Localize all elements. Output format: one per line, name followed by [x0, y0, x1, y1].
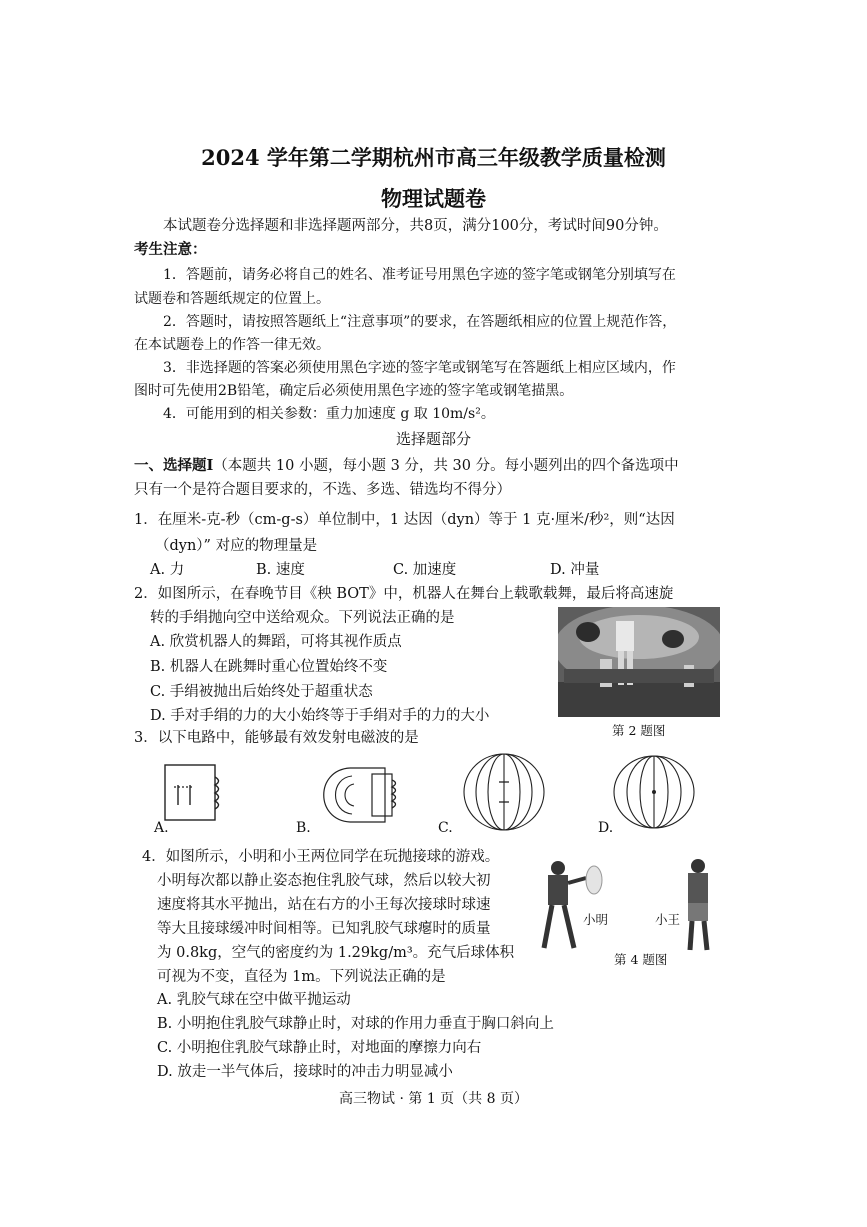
q4-label-xiaoming: 小明: [583, 912, 609, 927]
q2-stem-cont: 转的手绢抛向空中送给观众。下列说法正确的是: [150, 610, 455, 626]
q1-option-a: A. 力: [150, 562, 185, 578]
q4-label-xiaowang: 小王: [655, 912, 681, 927]
notice-line: 试题卷和答题纸规定的位置上。: [134, 291, 330, 307]
q4-option-c: C. 小明抱住乳胶气球静止时，对地面的摩擦力向右: [157, 1040, 482, 1056]
part1-desc: （本题共 10 小题，每小题 3 分，共 30 分。每小题列出的四个备选项中: [213, 458, 679, 474]
notice-line: 3．非选择题的答案必须使用黑色字迹的签字笔或钢笔写在答题纸上相应区域内，作: [163, 360, 676, 376]
section-title: 选择题部分: [395, 430, 471, 448]
notice-line: 4．可能用到的相关参数：重力加速度 g 取 10m/s²。: [163, 406, 495, 422]
q4-option-b: B. 小明抱住乳胶气球静止时，对球的作用力垂直于胸口斜向上: [157, 1016, 554, 1032]
robot-dance-photo: [558, 607, 720, 717]
q4-stem-line: 速度将其水平抛出，站在右方的小王每次接球时球速: [157, 897, 491, 913]
q4-figure-caption: 第 4 题图: [614, 952, 668, 967]
part1-heading: 一、选择题Ⅰ: [134, 457, 214, 474]
q3-option-c: C.: [438, 820, 453, 836]
page-title: 2024 学年第二学期杭州市高三年级教学质量检测: [201, 145, 666, 170]
part1-desc2: 只有一个是符合题目要求的，不选、多选、错选均不得分）: [134, 482, 511, 498]
q2-stem: 2．如图所示，在春晚节目《秧 BOT》中，机器人在舞台上载歌载舞，最后将高速旋: [134, 586, 674, 602]
page-footer: 高三物试 · 第 1 页（共 8 页）: [339, 1091, 528, 1107]
q1-stem-cont: （dyn）” 对应的物理量是: [155, 538, 318, 554]
q2-option-c: C. 手绢被抛出后始终处于超重状态: [150, 684, 373, 700]
q4-stem-line: 可视为不变，直径为 1m。下列说法正确的是: [157, 969, 446, 985]
circuit-b-diagram: [310, 760, 420, 830]
q2-option-b: B. 机器人在跳舞时重心位置始终不变: [150, 659, 388, 675]
q4-stem-line: 4．如图所示，小明和小王两位同学在玩抛接球的游戏。: [142, 849, 500, 865]
q3-option-d: D.: [598, 820, 614, 836]
q4-stem-line: 为 0.8kg，空气的密度约为 1.29kg/m³。充气后球体积: [157, 945, 515, 961]
q1-option-d: D. 冲量: [550, 562, 600, 578]
intro-text: 本试题卷分选择题和非选择题两部分，共8页，满分100分，考试时间90分钟。: [163, 218, 668, 234]
q4-option-d: D. 放走一半气体后，接球时的冲击力明显减小: [157, 1064, 453, 1080]
notice-heading: 考生注意：: [134, 241, 207, 258]
notice-line: 1．答题前，请务必将自己的姓名、准考证号用黑色字迹的签字笔或钢笔分别填写在: [163, 267, 676, 283]
page-subtitle: 物理试题卷: [381, 186, 486, 211]
q1-option-b: B. 速度: [256, 562, 305, 578]
circuit-a-diagram: [160, 755, 240, 825]
notice-line: 在本试题卷上的作答一律无效。: [134, 337, 330, 353]
q2-figure-caption: 第 2 题图: [612, 723, 666, 738]
q2-option-a: A. 欣赏机器人的舞蹈，可将其视作质点: [150, 634, 402, 650]
q4-stem-line: 等大且接球缓冲时间相等。已知乳胶气球瘪时的质量: [157, 921, 491, 937]
q4-stem-line: 小明每次都以静止姿态抱住乳胶气球，然后以较大初: [157, 873, 491, 889]
part1-heading-line: [134, 454, 679, 475]
robot-dance-illustration: [558, 607, 720, 717]
notice-line: 图时可先使用2B铅笔，确定后必须使用黑色字迹的签字笔或钢笔描黑。: [134, 383, 574, 399]
ball-toss-figure: [538, 858, 723, 953]
q2-option-d: D. 手对手绢的力的大小始终等于手绢对手的力的大小: [150, 708, 490, 724]
q1-stem: 1．在厘米-克-秒（cm-g-s）单位制中，1 达因（dyn）等于 1 克·厘米/秒²，则“达因: [134, 512, 675, 528]
q3-stem: 3．以下电路中，能够最有效发射电磁波的是: [134, 730, 419, 746]
q3-option-b: B.: [296, 820, 311, 836]
circuit-c-diagram: [462, 752, 547, 834]
q1-option-c: C. 加速度: [393, 562, 457, 578]
circuit-d-diagram: [612, 752, 697, 834]
q3-option-a: A.: [154, 820, 169, 836]
notice-line: 2．答题时，请按照答题纸上“注意事项”的要求，在答题纸相应的位置上规范作答，: [163, 314, 677, 330]
q4-option-a: A. 乳胶气球在空中做平抛运动: [157, 992, 351, 1008]
